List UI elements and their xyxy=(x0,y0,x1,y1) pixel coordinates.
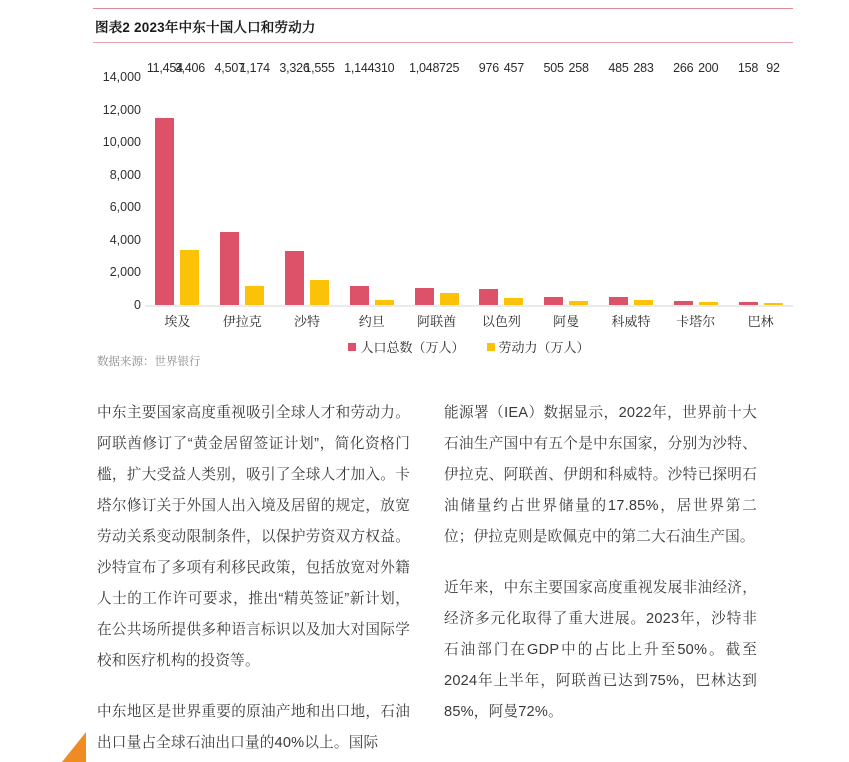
x-axis-tick-label: 阿联酋 xyxy=(417,314,457,329)
bar-value-label: 200 xyxy=(698,61,719,75)
population-bar[interactable] xyxy=(408,61,440,305)
left-text-column xyxy=(97,398,410,759)
legend-swatch-icon xyxy=(348,343,356,351)
bar-group xyxy=(534,61,599,305)
legend-label: 人口总数（万人） xyxy=(360,340,465,355)
bar-value-label: 976 xyxy=(478,61,500,75)
x-axis-tick-label: 埃及 xyxy=(164,314,191,329)
labor-bar[interactable] xyxy=(503,61,525,305)
population-bar[interactable] xyxy=(543,61,564,305)
bar-value-label: 310 xyxy=(374,61,395,75)
figure-rule-bottom xyxy=(93,42,793,43)
bar-group xyxy=(339,61,404,305)
bar-value-label: 1,048 xyxy=(408,61,440,75)
x-axis-labels xyxy=(145,311,793,330)
labor-bar[interactable] xyxy=(438,61,460,305)
plot-area xyxy=(145,61,793,305)
bar-groups xyxy=(145,61,793,305)
y-axis-tick-label: 4,000 xyxy=(109,232,141,247)
bar-value-label: 457 xyxy=(503,61,525,75)
bar-value-label: 283 xyxy=(633,61,654,75)
labor-bar-wrap xyxy=(568,61,589,305)
labor-bar-wrap xyxy=(698,61,719,305)
population-bar-wrap xyxy=(673,61,694,305)
labor-bar-wrap xyxy=(633,61,654,305)
population-bar[interactable] xyxy=(146,61,183,305)
bar-group xyxy=(275,61,340,305)
corner-triangle-decoration xyxy=(62,732,86,762)
labor-bar-wrap xyxy=(174,61,206,305)
population-bar-wrap xyxy=(543,61,564,305)
x-axis-tick-label: 约旦 xyxy=(358,314,385,329)
bar-chart xyxy=(93,61,793,369)
legend-item[interactable] xyxy=(487,337,590,356)
chart-source-note: 数据来源：世界银行 xyxy=(97,356,201,368)
body-columns xyxy=(97,398,757,759)
labor-bar[interactable] xyxy=(239,61,270,305)
population-bar-wrap xyxy=(737,61,759,305)
legend-item[interactable] xyxy=(348,337,464,356)
figure-title: 图表2 2023年中东十国人口和劳动力 xyxy=(95,20,316,35)
bar-value-label: 1,174 xyxy=(239,61,270,75)
y-axis-tick-label: 8,000 xyxy=(109,167,141,182)
y-axis-labels xyxy=(93,70,141,312)
population-bar-wrap xyxy=(214,61,245,305)
x-axis-tick-label: 科威特 xyxy=(611,314,651,329)
bar-value-label: 266 xyxy=(673,61,694,75)
x-axis-tick-label: 伊拉克 xyxy=(222,314,262,329)
y-axis-tick-label: 6,000 xyxy=(109,200,141,215)
x-axis-baseline xyxy=(145,305,793,307)
chart-legend xyxy=(145,337,793,356)
x-axis-tick-label: 巴林 xyxy=(747,314,774,329)
bar-value-label: 505 xyxy=(543,61,564,75)
labor-bar-wrap xyxy=(374,61,395,305)
y-axis-tick-label: 12,000 xyxy=(102,102,141,117)
population-bar[interactable] xyxy=(279,61,310,305)
population-bar-wrap xyxy=(279,61,310,305)
labor-bar-wrap xyxy=(304,61,335,305)
y-axis-tick-label: 0 xyxy=(134,298,141,312)
population-bar[interactable] xyxy=(478,61,500,305)
bar-value-label: 92 xyxy=(766,61,780,75)
legend-label: 劳动力（万人） xyxy=(498,340,590,355)
bar-value-label: 485 xyxy=(608,61,629,75)
body-paragraph: 中东地区是世界重要的原油产地和出口地，石油出口量占全球石油出口量的40%以上。国际 xyxy=(97,704,410,751)
legend-swatch-icon xyxy=(487,343,495,351)
y-axis-tick-label: 2,000 xyxy=(109,265,141,280)
y-axis-tick-label: 14,000 xyxy=(102,70,141,84)
labor-bar-wrap xyxy=(764,61,783,305)
bar-value-label: 3,326 xyxy=(279,61,310,75)
labor-bar-wrap xyxy=(503,61,525,305)
bar-value-label: 1,144 xyxy=(344,61,375,75)
population-bar-wrap xyxy=(146,61,183,305)
bar-group xyxy=(145,61,210,305)
bar-value-label: 3,406 xyxy=(174,61,206,75)
x-axis-tick-label: 阿曼 xyxy=(553,314,580,329)
bar-group xyxy=(404,61,469,305)
figure-header xyxy=(93,8,793,43)
x-axis-tick-label: 以色列 xyxy=(481,314,521,329)
y-axis-tick-label: 10,000 xyxy=(102,135,141,150)
population-bar[interactable] xyxy=(608,61,629,305)
population-bar-wrap xyxy=(478,61,500,305)
body-paragraph: 中东主要国家高度重视吸引全球人才和劳动力。阿联酋修订了“黄金居留签证计划”，简化资格门槛，扩大受益人类别，吸引了全球人才加入。卡塔尔修订关于外国人出入境及居留的规定，放宽劳动关系变动限制条件，以保护劳资双方权益。沙特宣布了多项有利移民政策，包括放宽对外籍人士的工作许可要求，推出“精英签证”新计划，在公共场所提供多种语言标识以及加大对国际学校和医疗机构的投资等。 xyxy=(97,405,410,669)
bar-value-label: 1,555 xyxy=(304,61,335,75)
bar-group xyxy=(728,61,793,305)
population-bar-wrap xyxy=(344,61,375,305)
population-bar-wrap xyxy=(608,61,629,305)
population-bar-wrap xyxy=(408,61,440,305)
bar-value-label: 158 xyxy=(737,61,759,75)
bar-value-label: 258 xyxy=(568,61,589,75)
bar-value-label: 725 xyxy=(438,61,460,75)
bar-group xyxy=(599,61,664,305)
right-text-column xyxy=(444,398,757,759)
labor-bar-wrap xyxy=(438,61,460,305)
bar-group xyxy=(663,61,728,305)
x-axis-tick-label: 卡塔尔 xyxy=(676,314,716,329)
body-paragraph: 近年来，中东主要国家高度重视发展非油经济，经济多元化取得了重大进展。2023年，沙特非石油部门在GDP中的占比上升至50%。截至2024年上半年，阿联酋已达到75%，巴林达到85%，阿曼72%。 xyxy=(444,580,757,720)
labor-bar[interactable] xyxy=(174,61,206,305)
body-paragraph: 能源署（IEA）数据显示，2022年，世界前十大石油生产国中有五个是中东国家，分别为沙特、伊拉克、阿联酋、伊朗和科威特。沙特已探明石油储量约占世界储量的17.85%，居世界第二位；伊拉克则是欧佩克中的第二大石油生产国。 xyxy=(444,405,757,545)
population-bar[interactable] xyxy=(214,61,245,305)
bar-group xyxy=(210,61,275,305)
labor-bar[interactable] xyxy=(304,61,335,305)
bar-group xyxy=(469,61,534,305)
bar-value-label: 11,454 xyxy=(146,61,183,75)
x-axis-tick-label: 沙特 xyxy=(293,314,320,329)
population-bar[interactable] xyxy=(344,61,375,305)
bar-value-label: 4,507 xyxy=(214,61,245,75)
labor-bar-wrap xyxy=(239,61,270,305)
